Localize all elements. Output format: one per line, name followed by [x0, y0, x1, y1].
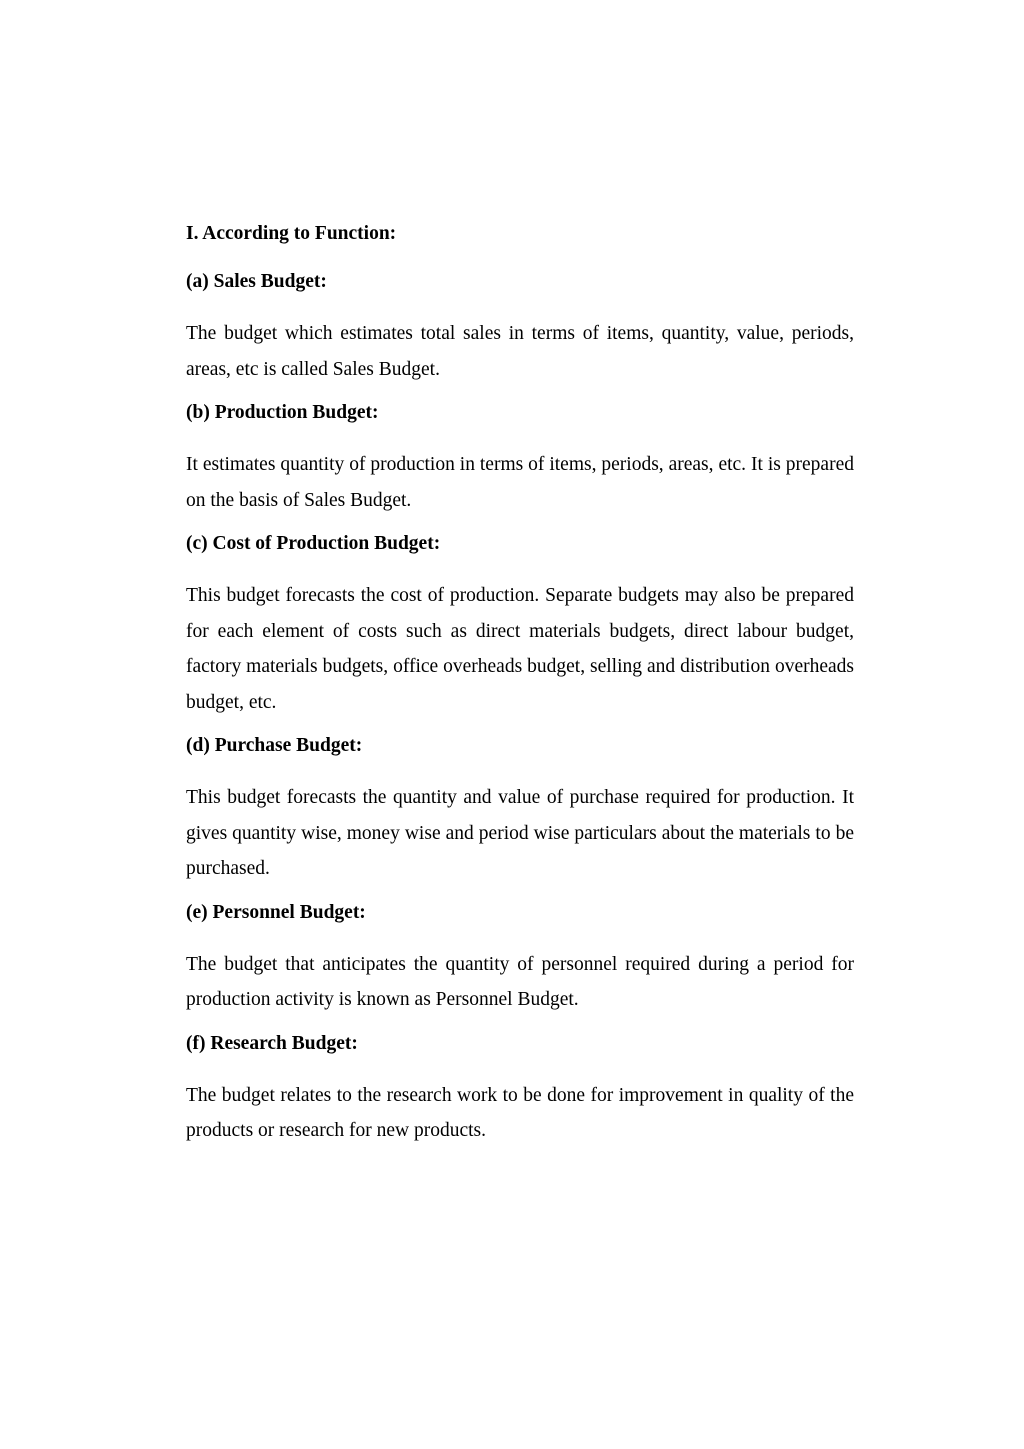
section-text-cost-of-production-budget: This budget forecasts the cost of production. Separate budgets may also be prepared for each element of costs such as direct materials budgets, direct labour budget, factory materials budgets, office overheads budget, selling and distribution overheads budget, etc.: [186, 585, 854, 713]
section-heading-personnel-budget: (e) Personnel Budget:: [186, 901, 366, 923]
section-heading-sales-budget: (a) Sales Budget:: [186, 271, 327, 292]
section-text-production-budget: It estimates quantity of production in terms of items, periods, areas, etc. It is prepared on the basis of Sales Budget.: [186, 454, 854, 511]
section-text-purchase-budget: This budget forecasts the quantity and value of purchase required for production. It gives quantity wise, money wise and period wise particulars about the materials to be purchased.: [186, 787, 854, 879]
section-heading-research-budget: (f) Research Budget:: [186, 1032, 358, 1054]
section-text-research-budget: The budget relates to the research work to be done for improvement in quality of the products or research for new products.: [186, 1084, 854, 1141]
section-heading-cost-of-production-budget: (c) Cost of Production Budget:: [186, 533, 441, 554]
main-heading: I. According to Function:: [186, 223, 397, 244]
section-heading-purchase-budget: (d) Purchase Budget:: [186, 735, 363, 756]
section-heading-production-budget: (b) Production Budget:: [186, 402, 379, 423]
document-page: [186, 220, 854, 1161]
section-text-personnel-budget: The budget that anticipates the quantity of personnel required during a period for production activity is known as Personnel Budget.: [186, 953, 854, 1010]
section-text-sales-budget: The budget which estimates total sales in terms of items, quantity, value, periods, areas, etc is called Sales Budget.: [186, 323, 854, 380]
